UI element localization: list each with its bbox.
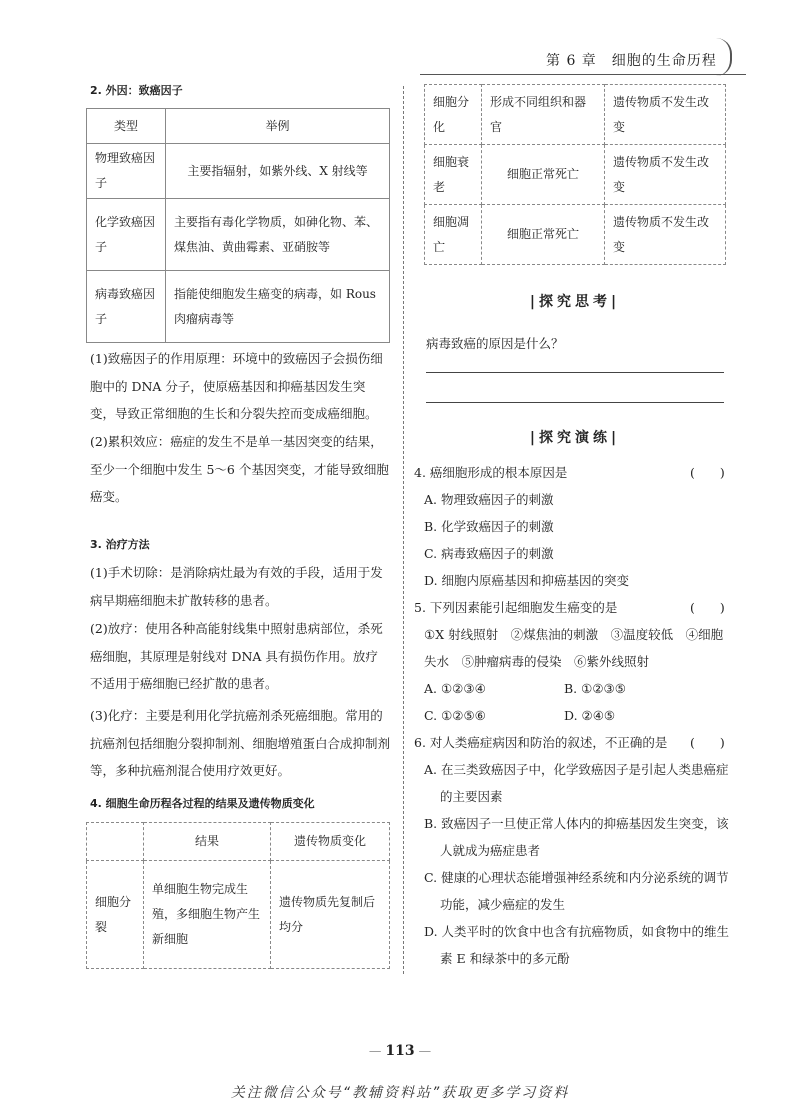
section-3-title: 3. 治疗方法 <box>90 538 150 551</box>
option-continued: 功能，减少癌症的发生 <box>440 897 566 912</box>
table-cell: 指能使细胞发生癌变的病毒，如 Rous 肉瘤病毒等 <box>166 271 390 343</box>
table-cell: 化学致癌因子 <box>87 199 166 271</box>
paragraph: (1)手术切除：是消除病灶最为有效的手段，适用于发病早期癌细胞未扩散转移的患者。 <box>90 565 383 608</box>
table-cell: 主要指有毒化学物质，如砷化物、苯、煤焦油、黄曲霉素、亚硝胺等 <box>166 199 390 271</box>
table-cell: 细胞衰老 <box>425 145 482 205</box>
page-number: 113 <box>385 1043 415 1059</box>
option-continued: 人就成为癌症患者 <box>440 843 541 858</box>
answer-bracket[interactable]: ( ) <box>690 465 725 480</box>
option[interactable]: D. 人类平时的饮食中也含有抗癌物质，如食物中的维生 <box>424 924 730 939</box>
table-cell: 细胞凋亡 <box>425 205 482 265</box>
option[interactable]: C. 病毒致癌因子的刺激 <box>424 546 554 561</box>
table-cell: 细胞正常死亡 <box>482 205 605 265</box>
table-cell: 遗传物质不发生改变 <box>605 205 726 265</box>
question-5-items: ①X 射线照射 ②煤焦油的刺激 ③温度较低 ④细胞 <box>424 627 724 642</box>
page-number-wrap <box>0 1043 800 1059</box>
chapter-header: 第 6 章 细胞的生命历程 <box>546 53 717 69</box>
header-rule <box>420 74 746 75</box>
question-5-items: 失水 ⑤肿瘤病毒的侵染 ⑥紫外线照射 <box>424 654 650 669</box>
column-divider <box>403 86 404 974</box>
option[interactable]: A. ①②③④ <box>424 681 486 696</box>
option[interactable]: B. 化学致癌因子的刺激 <box>424 519 554 534</box>
table-header-result: 结果 <box>144 823 271 861</box>
option[interactable]: A. 物理致癌因子的刺激 <box>424 492 554 507</box>
think-question: 病毒致癌的原因是什么？ <box>426 336 564 351</box>
option[interactable]: B. ①②③⑤ <box>564 681 626 696</box>
table-cell: 病毒致癌因子 <box>87 271 166 343</box>
table-header-genetic: 遗传物质变化 <box>271 823 390 861</box>
table-header-example: 举例 <box>166 109 390 144</box>
table-cell: 遗传物质不发生改变 <box>605 85 726 145</box>
table-cell: 主要指辐射，如紫外线、X 射线等 <box>166 144 390 199</box>
table-cell: 遗传物质先复制后均分 <box>271 861 390 969</box>
option[interactable]: D. 细胞内原癌基因和抑癌基因的突变 <box>424 573 630 588</box>
option[interactable]: B. 致癌因子一旦使正常人体内的抑癌基因发生突变，该 <box>424 816 729 831</box>
section-4-title: 4. 细胞生命历程各过程的结果及遗传物质变化 <box>90 797 315 810</box>
think-section-title: |探究思考| <box>529 294 621 310</box>
table-cell: 细胞正常死亡 <box>482 145 605 205</box>
paragraph: (2)放疗：使用各种高能射线集中照射患病部位，杀死癌细胞，其原理是射线对 DNA 具有损伤作用。放疗不适用于癌细胞已经扩散的患者。 <box>90 621 383 691</box>
table-cell: 物理致癌因子 <box>87 144 166 199</box>
header-ornament <box>716 38 732 76</box>
answer-line[interactable] <box>426 402 724 403</box>
option-continued: 的主要因素 <box>440 789 503 804</box>
option[interactable]: A. 在三类致癌因子中，化学致癌因子是引起人类患癌症 <box>424 762 729 777</box>
section-2-title: 2. 外因：致癌因子 <box>90 84 183 97</box>
dash-right: — <box>418 1043 432 1058</box>
paragraph: (3)化疗：主要是利用化学抗癌剂杀死癌细胞。常用的抗癌剂包括细胞分裂抑制剂、细胞增殖蛋白合成抑制剂等，多种抗癌剂混合使用疗效更好。 <box>90 708 391 778</box>
carcinogen-table <box>86 108 390 343</box>
option-continued: 素 E 和绿茶中的多元酚 <box>440 951 570 966</box>
life-process-table-cont <box>424 84 726 265</box>
dash-left: — <box>368 1043 386 1058</box>
question-5-stem: 5. 下列因素能引起细胞发生癌变的是 <box>414 600 618 615</box>
table-cell: 遗传物质不发生改变 <box>605 145 726 205</box>
practice-section-title: |探究演练| <box>529 430 621 446</box>
option[interactable]: C. ①②⑤⑥ <box>424 708 486 723</box>
table-cell: 细胞分裂 <box>87 861 144 969</box>
table-cell: 细胞分化 <box>425 85 482 145</box>
option[interactable]: C. 健康的心理状态能增强神经系统和内分泌系统的调节 <box>424 870 729 885</box>
paragraph: (2)累积效应：癌症的发生不是单一基因突变的结果，至少一个细胞中发生 5～6 个基因突变，才能导致细胞癌变。 <box>90 434 389 504</box>
answer-bracket[interactable]: ( ) <box>690 600 725 615</box>
table-header-empty <box>87 823 144 861</box>
table-cell: 形成不同组织和器官 <box>482 85 605 145</box>
option[interactable]: D. ②④⑤ <box>564 708 616 723</box>
table-cell: 单细胞生物完成生殖，多细胞生物产生新细胞 <box>144 861 271 969</box>
answer-line[interactable] <box>426 372 724 373</box>
table-header-type: 类型 <box>87 109 166 144</box>
footer-note: 关注微信公众号“教辅资料站”获取更多学习资料 <box>230 1085 570 1101</box>
question-4-stem: 4. 癌细胞形成的根本原因是 <box>414 465 568 480</box>
answer-bracket[interactable]: ( ) <box>690 735 725 750</box>
question-6-stem: 6. 对人类癌症病因和防治的叙述，不正确的是 <box>414 735 668 750</box>
paragraph: (1)致癌因子的作用原理：环境中的致癌因子会损伤细胞中的 DNA 分子，使原癌基因和抑癌基因发生突变，导致正常细胞的生长和分裂失控而变成癌细胞。 <box>90 351 383 421</box>
life-process-table <box>86 822 390 969</box>
